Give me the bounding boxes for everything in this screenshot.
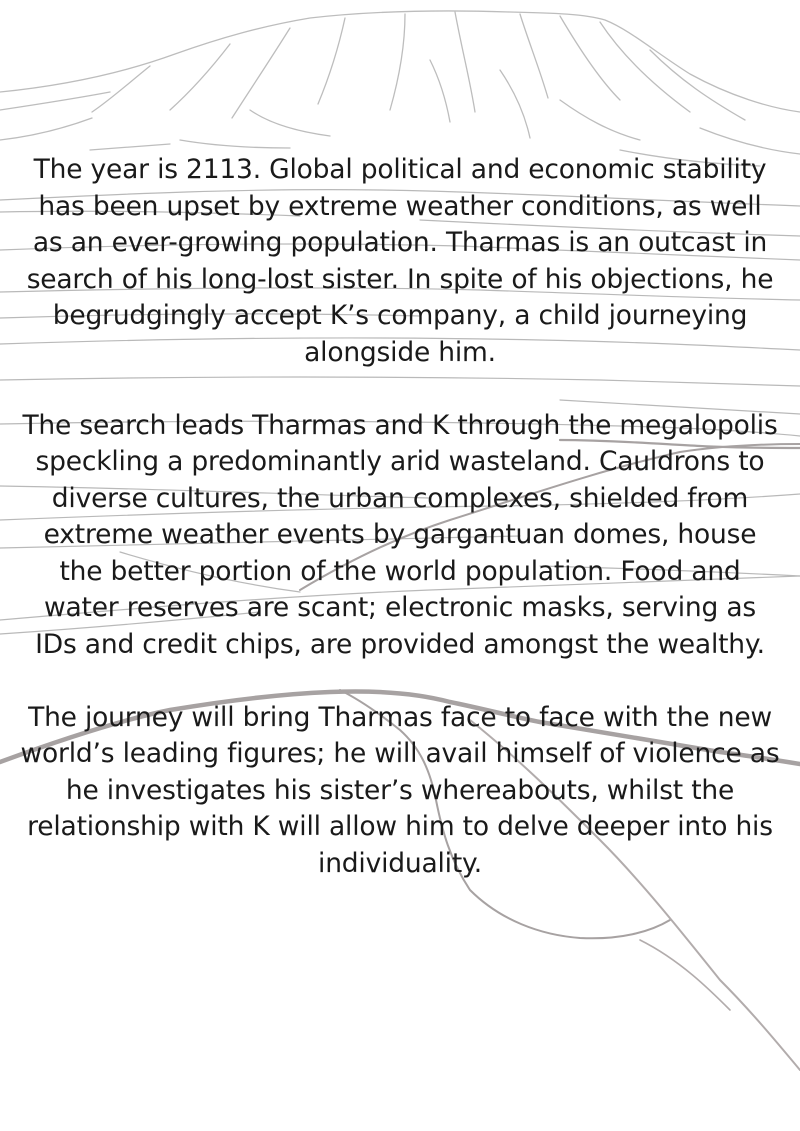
mountain-outline	[0, 11, 800, 166]
synopsis-paragraph-1: The year is 2113. Global political and economic stability has been upset by extreme weather conditions, as well as an ever-growing population. Tharmas is an outcast in search of his long-lost sister. In spite of his objections, he begrudgingly accept K’s company, a child journeying alongside him.	[26, 154, 774, 368]
synopsis-paragraph-2: The search leads Tharmas and K through the megalopolis speckling a predominantly arid wasteland. Cauldrons to diverse cultures, the urban complexes, shielded from extreme weather events by gargantuan domes, house the better portion of the world population. Food and water reserves are scant; electronic masks, serving as IDs and credit chips, are provided amongst the wealthy.	[22, 409, 778, 660]
synopsis-paragraph-3: The journey will bring Tharmas face to face with the new world’s leading figures; he will avail himself of violence as he investigates his sister’s whereabouts, whilst the relationship with K will allow him to delve deeper into his individuality.	[20, 701, 780, 879]
synopsis-text	[20, 152, 780, 882]
